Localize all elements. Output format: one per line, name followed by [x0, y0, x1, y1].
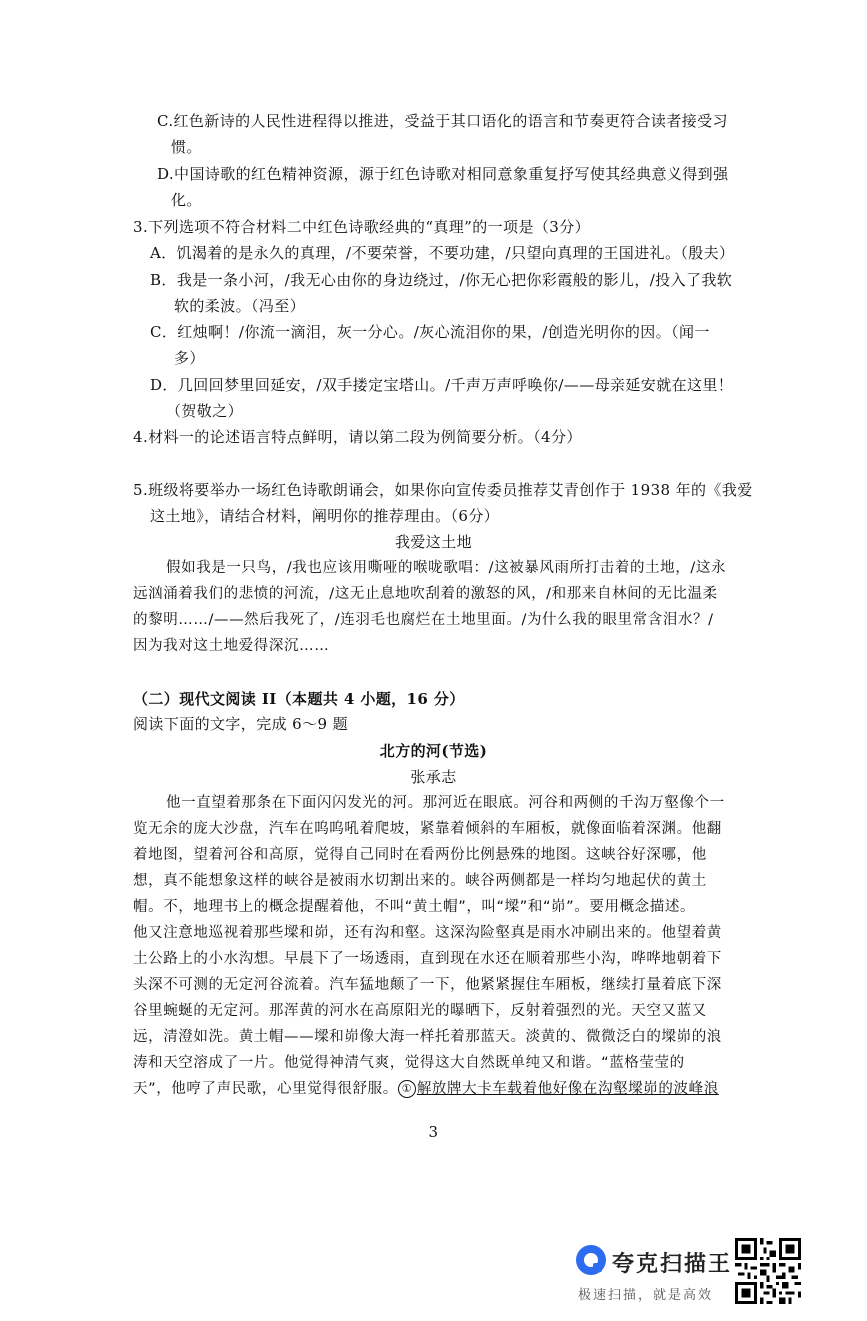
article-line-5: 帽。不，地理书上的概念提醒着他，不叫“黄土帽”，叫“墚”和“峁”。要用概念描述。 — [133, 899, 696, 915]
brand-name: 夸克扫描王 — [612, 1252, 733, 1277]
question-5: 5.班级将要举办一场红色诗歌朗诵会，如果你向宣传委员推荐艾青创作于 1938 年的《我爱 — [133, 481, 753, 499]
brand-tagline: 极速扫描，就是高效 — [578, 1288, 714, 1303]
q3-option-c: C．红烛啊！/你流一滴泪，灰一分心。/灰心流泪你的果，/创造光明你的因。（闻一 — [150, 323, 710, 341]
article-line-2: 览无余的庞大沙盘，汽车在呜呜吼着爬坡，紧靠着倾斜的车厢板，就像面临着深渊。他翻 — [133, 821, 722, 837]
article-title: 北方的河(节选) — [379, 742, 488, 760]
article-line-11: 涛和天空溶成了一片。他觉得神清气爽，觉得这大自然既单纯又和谐。“蓝格莹莹的 — [133, 1055, 685, 1071]
question-4: 4.材料一的论述语言特点鲜明，请以第二段为例简要分析。（4分） — [133, 428, 582, 446]
quark-logo-icon — [576, 1245, 606, 1275]
q3-option-b: B．我是一条小河，/我无心由你的身边绕过，/你无心把你彩霞般的影儿，/投入了我软 — [150, 271, 733, 289]
q3-option-a: A．饥渴着的是永久的真理，/不要荣誉，不要功建，/只望向真理的王国进礼。（殷夫） — [150, 244, 735, 262]
article-line-12 — [133, 1079, 719, 1099]
article-line-8: 头深不可测的无定河谷流着。汽车猛地颠了一下，他紧紧握住车厢板，继续打量着底下深 — [133, 977, 722, 993]
option-c-cont: 惯。 — [171, 138, 202, 156]
poem-title: 我爱这土地 — [394, 533, 472, 551]
underlined-sentence: 解放牌大卡车载着他好像在沟壑墚峁的波峰浪 — [416, 1081, 719, 1097]
article-line-6: 他又注意地巡视着那些墚和峁，还有沟和壑。这深沟险壑真是雨水冲刷出来的。他望着黄 — [133, 925, 722, 941]
q3-option-d: D．几回回梦里回延安，/双手搂定宝塔山。/千声万声呼唤你/——母亲延安就在这里！ — [150, 376, 734, 394]
poem-line-2: 远汹涌着我们的悲愤的河流，/这无止息地吹刮着的激怒的风，/和那来自林间的无比温柔 — [133, 586, 718, 602]
qr-code-icon — [735, 1238, 801, 1304]
option-d-cont: 化。 — [171, 191, 202, 209]
article-line-3: 着地图，望着河谷和高原，觉得自己同时在看两份比例悬殊的地图。这峡谷好深哪，他 — [133, 847, 707, 863]
option-c-line: C.红色新诗的人民性进程得以推进，受益于其口语化的语言和节奏更符合读者接受习 — [157, 112, 728, 130]
question-5-cont: 这土地》，请结合材料，阐明你的推荐理由。（6分） — [150, 507, 500, 525]
article-author: 张承志 — [410, 768, 457, 786]
article-line-10: 远，清澄如洗。黄土帽——墚和峁像大海一样托着那蓝天。淡黄的、微微泛白的墚峁的浪 — [133, 1029, 722, 1045]
article-line-4: 想，真不能想象这样的峡谷是被雨水切割出来的。峡谷两侧都是一样均匀地起伏的黄土 — [133, 873, 707, 889]
q3-option-b-cont: 软的柔波。（冯至） — [174, 297, 306, 315]
question-3: 3.下列选项不符合材料二中红色诗歌经典的“真理”的一项是（3分） — [133, 218, 590, 236]
article-line-7: 土公路上的小水沟想。早晨下了一场透雨，直到现在水还在顺着那些小沟，哗哗地朝着下 — [133, 951, 722, 967]
poem-line-4: 因为我对这土地爱得深沉…… — [133, 638, 330, 654]
annotation-number: ① — [398, 1080, 416, 1098]
q3-option-c-cont: 多） — [174, 349, 205, 367]
article-line-1: 他一直望着那条在下面闪闪发光的河。那河近在眼底。河谷和两侧的千沟万壑像个一 — [166, 795, 725, 811]
reading-instruction: 阅读下面的文字，完成 6～9 题 — [133, 715, 349, 733]
q3-option-d-cont: （贺敬之） — [166, 402, 244, 420]
poem-line-3: 的黎明……/——然后我死了，/连羽毛也腐烂在土地里面。/为什么我的眼里常含泪水？/ — [133, 612, 714, 628]
section-heading: （二）现代文阅读 II（本题共 4 小题，16 分） — [133, 690, 465, 708]
article-line-12-plain: 天”，他哼了声民歌，心里觉得很舒服。 — [133, 1081, 398, 1097]
poem-line-1: 假如我是一只鸟，/我也应该用嘶哑的喉咙歌唱：/这被暴风雨所打击着的土地，/这永 — [166, 560, 727, 576]
page-number: 3 — [428, 1123, 439, 1141]
article-line-9: 谷里蜿蜒的无定河。那浑黄的河水在高原阳光的曝晒下，反射着强烈的光。天空又蓝又 — [133, 1003, 707, 1019]
option-d-line: D.中国诗歌的红色精神资源，源于红色诗歌对相同意象重复抒写使其经典意义得到强 — [157, 165, 729, 183]
